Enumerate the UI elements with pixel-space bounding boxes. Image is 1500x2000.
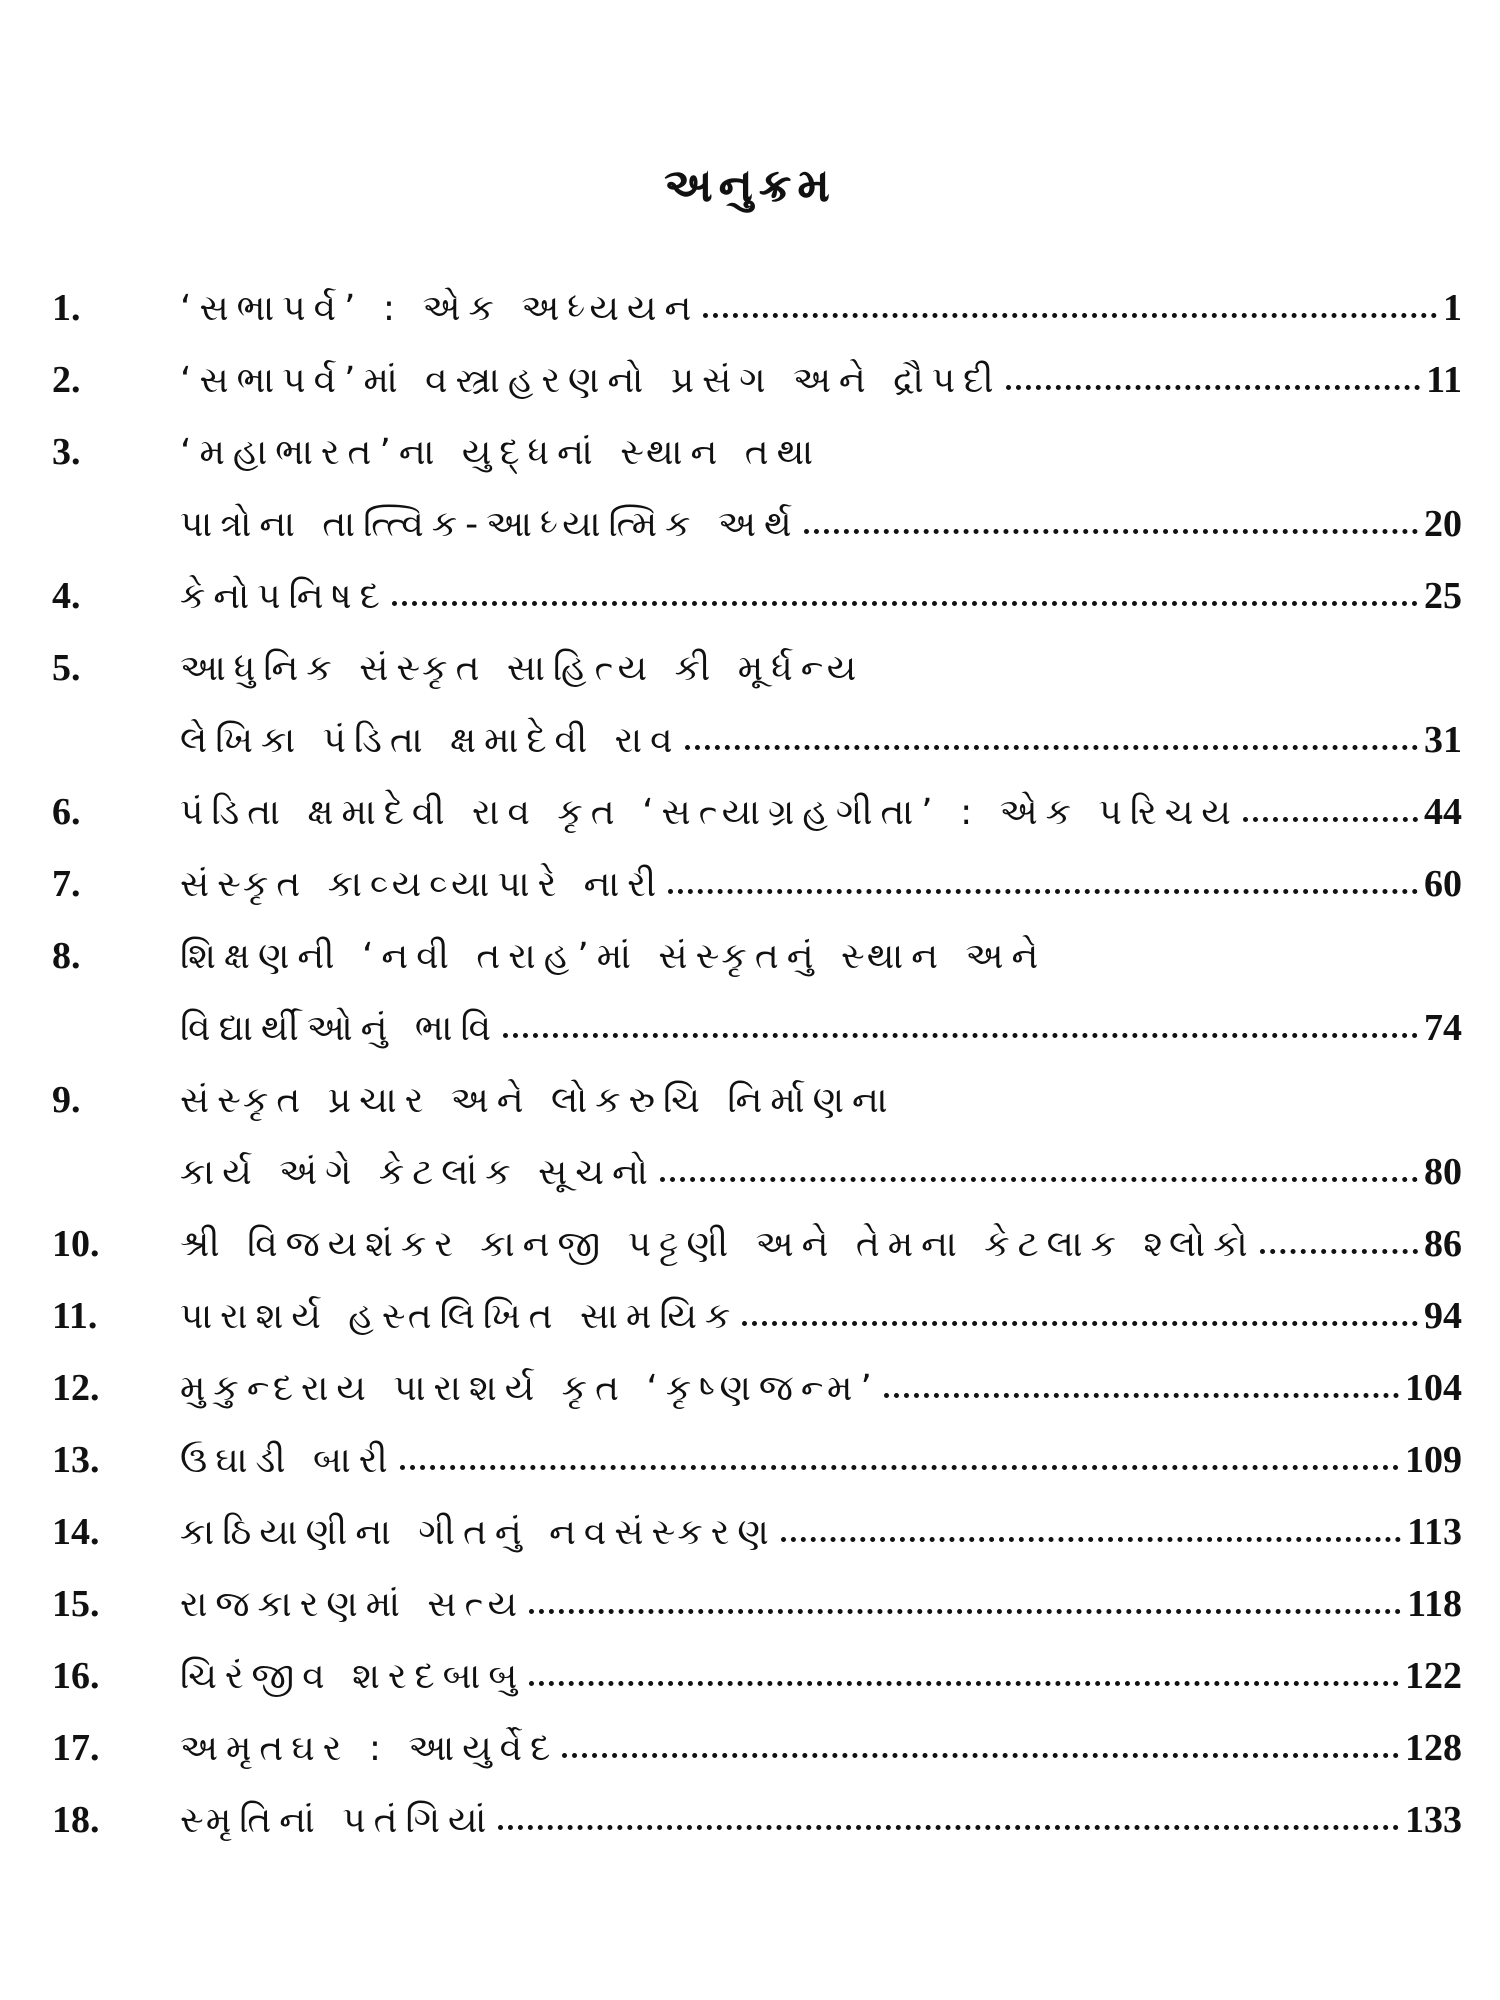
toc-line — [52, 344, 1462, 416]
toc-line — [52, 1064, 1462, 1136]
toc-line — [52, 1496, 1462, 1568]
entry-title: પાત્રોના તાત્ત્વિક-આધ્યાત્મિક અર્થ — [180, 504, 800, 545]
toc-line — [52, 1352, 1462, 1424]
page-number: 44 — [1424, 791, 1462, 833]
toc-line — [52, 272, 1462, 344]
page-number: 109 — [1405, 1439, 1462, 1481]
table-of-contents — [52, 272, 1462, 1856]
dot-leader — [884, 1393, 1399, 1398]
page-number: 113 — [1407, 1511, 1462, 1553]
toc-line — [52, 416, 1462, 488]
entry-number: 17. — [52, 1727, 100, 1769]
dot-leader — [392, 601, 1418, 606]
entry-number: 16. — [52, 1655, 100, 1697]
page-number: 94 — [1424, 1295, 1462, 1337]
toc-entry — [52, 1784, 1462, 1856]
page-number: 1 — [1443, 287, 1462, 329]
page-number: 25 — [1424, 575, 1462, 617]
toc-line — [52, 1208, 1462, 1280]
toc-entry — [52, 344, 1462, 416]
entry-title: શિક્ષણની ‘નવી તરાહ’માં સંસ્કૃતનું સ્થાન અને — [180, 936, 1047, 977]
dot-leader — [1243, 817, 1418, 822]
entry-title: ‘સભાપર્વ’ : એક અધ્યયન — [180, 288, 700, 329]
page-number: 118 — [1407, 1583, 1462, 1625]
dot-leader — [529, 1609, 1401, 1614]
toc-line — [52, 560, 1462, 632]
dot-leader — [781, 1537, 1401, 1542]
page-number: 31 — [1424, 719, 1462, 761]
dot-leader — [400, 1465, 1399, 1470]
dot-leader — [1260, 1249, 1418, 1254]
toc-line — [52, 1712, 1462, 1784]
page-number: 128 — [1405, 1727, 1462, 1769]
toc-entry — [52, 1352, 1462, 1424]
entry-title: પંડિતા ક્ષમાદેવી રાવ કૃત ‘સત્યાગ્રહગીતા’ : એક પરિચય — [180, 792, 1239, 833]
dot-leader — [703, 313, 1437, 318]
toc-entry — [52, 1496, 1462, 1568]
toc-line — [52, 1640, 1462, 1712]
toc-line — [52, 1280, 1462, 1352]
toc-entry — [52, 1064, 1462, 1208]
toc-entry — [52, 1424, 1462, 1496]
entry-title: ‘મહાભારત’ના યુદ્ધનાં સ્થાન તથા — [180, 432, 822, 473]
toc-entry — [52, 416, 1462, 560]
page-number: 104 — [1405, 1367, 1462, 1409]
entry-number: 6. — [52, 791, 81, 833]
toc-entry — [52, 1208, 1462, 1280]
entry-number: 7. — [52, 863, 81, 905]
entry-title: આધુનિક સંસ્કૃત સાહિત્ય કી મૂર્ધન્ય — [180, 648, 865, 689]
dot-leader — [742, 1321, 1418, 1326]
entry-title: રાજકારણમાં સત્ય — [180, 1584, 526, 1625]
entry-number: 8. — [52, 935, 81, 977]
toc-line — [52, 1568, 1462, 1640]
toc-entry — [52, 632, 1462, 776]
dot-leader — [804, 529, 1418, 534]
entry-title: મુકુન્દરાય પારાશર્ય કૃત ‘કૃષ્ણજન્મ’ — [180, 1368, 880, 1409]
toc-entry — [52, 1568, 1462, 1640]
toc-line — [52, 488, 1462, 560]
entry-number: 4. — [52, 575, 81, 617]
page-number: 86 — [1424, 1223, 1462, 1265]
dot-leader — [1006, 385, 1421, 390]
entry-title: કેનોપનિષદ — [180, 576, 388, 617]
entry-title: કાઠિયાણીના ગીતનું નવસંસ્કરણ — [180, 1512, 777, 1553]
entry-number: 15. — [52, 1583, 100, 1625]
toc-entry — [52, 1280, 1462, 1352]
entry-number: 3. — [52, 431, 81, 473]
page-number: 122 — [1405, 1655, 1462, 1697]
entry-number: 14. — [52, 1511, 100, 1553]
toc-entry — [52, 1640, 1462, 1712]
entry-title: સ્મૃતિનાં પતંગિયાં — [180, 1800, 495, 1841]
toc-line — [52, 1136, 1462, 1208]
toc-entry — [52, 560, 1462, 632]
toc-line — [52, 920, 1462, 992]
entry-title: અમૃતઘર : આયુર્વેદ — [180, 1728, 559, 1769]
dot-leader — [562, 1753, 1399, 1758]
toc-line — [52, 632, 1462, 704]
entry-title: લેખિકા પંડિતા ક્ષમાદેવી રાવ — [180, 720, 681, 761]
toc-line — [52, 704, 1462, 776]
entry-number: 9. — [52, 1079, 81, 1121]
entry-number: 18. — [52, 1799, 100, 1841]
page-title: અનુક્રમ — [664, 158, 836, 212]
entry-title: ‘સભાપર્વ’માં વસ્ત્રાહરણનો પ્રસંગ અને દ્રૌપદી — [180, 360, 1002, 401]
toc-entry — [52, 272, 1462, 344]
entry-number: 10. — [52, 1223, 100, 1265]
entry-number: 12. — [52, 1367, 100, 1409]
entry-number: 5. — [52, 647, 81, 689]
entry-title: પારાશર્ય હસ્તલિખિત સામયિક — [180, 1296, 739, 1337]
dot-leader — [529, 1681, 1399, 1686]
page-number: 133 — [1405, 1799, 1462, 1841]
dot-leader — [668, 889, 1418, 894]
dot-leader — [685, 745, 1418, 750]
page-number: 80 — [1424, 1151, 1462, 1193]
toc-line — [52, 776, 1462, 848]
page-number: 11 — [1426, 359, 1462, 401]
entry-number: 11. — [52, 1295, 98, 1337]
toc-line — [52, 992, 1462, 1064]
toc-line — [52, 1784, 1462, 1856]
entry-number: 13. — [52, 1439, 100, 1481]
toc-entry — [52, 776, 1462, 848]
page-number: 20 — [1424, 503, 1462, 545]
entry-title: સંસ્કૃત કાવ્યવ્યાપારે નારી — [180, 864, 665, 905]
toc-entry — [52, 848, 1462, 920]
entry-title: ચિરંજીવ શરદબાબુ — [180, 1656, 526, 1697]
page-number: 74 — [1424, 1007, 1462, 1049]
dot-leader — [503, 1033, 1418, 1038]
entry-title: ઉઘાડી બારી — [180, 1440, 396, 1481]
entry-title: વિદ્યાર્થીઓનું ભાવિ — [180, 1008, 500, 1049]
dot-leader — [660, 1177, 1418, 1182]
entry-number: 2. — [52, 359, 81, 401]
toc-line — [52, 1424, 1462, 1496]
entry-title: સંસ્કૃત પ્રચાર અને લોકરુચિ નિર્માણના — [180, 1080, 896, 1121]
entry-title: શ્રી વિજયશંકર કાનજી પટ્ટણી અને તેમના કેટલાક શ્લોકો — [180, 1224, 1256, 1265]
page-number: 60 — [1424, 863, 1462, 905]
toc-line — [52, 848, 1462, 920]
dot-leader — [498, 1825, 1399, 1830]
entry-number: 1. — [52, 287, 81, 329]
toc-entry — [52, 920, 1462, 1064]
entry-title: કાર્ય અંગે કેટલાંક સૂચનો — [180, 1152, 656, 1193]
toc-entry — [52, 1712, 1462, 1784]
